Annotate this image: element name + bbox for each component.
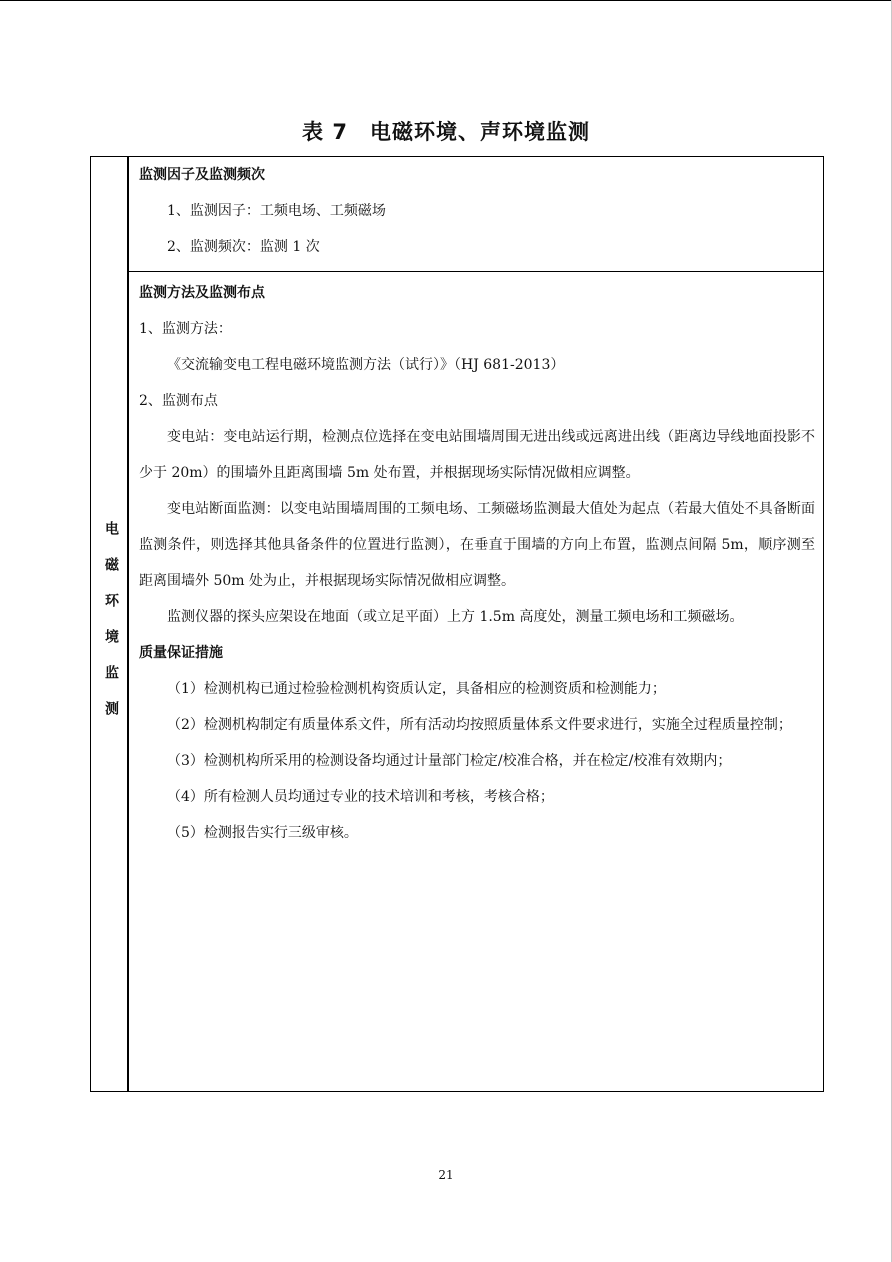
method-label: 1、监测方法： [139,321,232,337]
quality-item: （4）所有检测人员均通过专业的技术培训和考核，考核合格； [167,789,554,805]
frequency-item: 2、监测频次：监测 1 次 [167,239,320,255]
monitoring-table [90,156,824,1092]
page-number: 21 [438,1168,454,1182]
section-heading-quality: 质量保证措施 [139,645,223,661]
page-top-border [0,0,892,1]
left-column-label: 电磁环境监测 [103,521,119,737]
page-title: 表 7 电磁环境、声环境监测 [302,120,590,144]
method-standard: 《交流输变电工程电磁环境监测方法（试行）》（HJ 681-2013） [167,357,565,373]
quality-item: （2）检测机构制定有质量体系文件，所有活动均按照质量体系文件要求进行，实施全过程质量控制； [167,717,792,733]
quality-item: （5）检测报告实行三级审核。 [167,825,358,841]
table-left-column [91,157,129,1091]
section-heading-method: 监测方法及监测布点 [139,285,265,301]
row-divider [129,271,823,272]
section-heading-factors: 监测因子及监测频次 [139,167,265,183]
layout-label: 2、监测布点 [139,393,218,409]
layout-paragraph-section: 变电站断面监测：以变电站围墙周围的工频电场、工频磁场监测最大值处为起点（若最大值处不具备断面监测条件，则选择其他具备条件的位置进行监测），在垂直于围墙的方向上布置，监测点间隔 5m，顺序测至距离围墙外 50m 处为止，并根据现场实际情况做相应调整。 [139,501,815,589]
factors-frequency-cell [139,157,815,265]
layout-paragraph-substation: 变电站：变电站运行期，检测点位选择在变电站围墙周围无进出线或远离进出线（距离边导线地面投影不少于 20m）的围墙外且距离围墙 5m 处布置，并根据现场实际情况做相应调整。 [139,429,815,481]
quality-item: （3）检测机构所采用的检测设备均通过计量部门检定/校准合格，并在检定/校准有效期内； [167,753,732,769]
layout-paragraph-probe: 监测仪器的探头应架设在地面（或立足平面）上方 1.5m 高度处，测量工频电场和工频磁场。 [167,609,744,625]
quality-item: （1）检测机构已通过检验检测机构资质认定，具备相应的检测资质和检测能力； [167,681,666,697]
method-quality-cell [139,275,815,851]
factor-item: 1、监测因子：工频电场、工频磁场 [167,203,386,219]
